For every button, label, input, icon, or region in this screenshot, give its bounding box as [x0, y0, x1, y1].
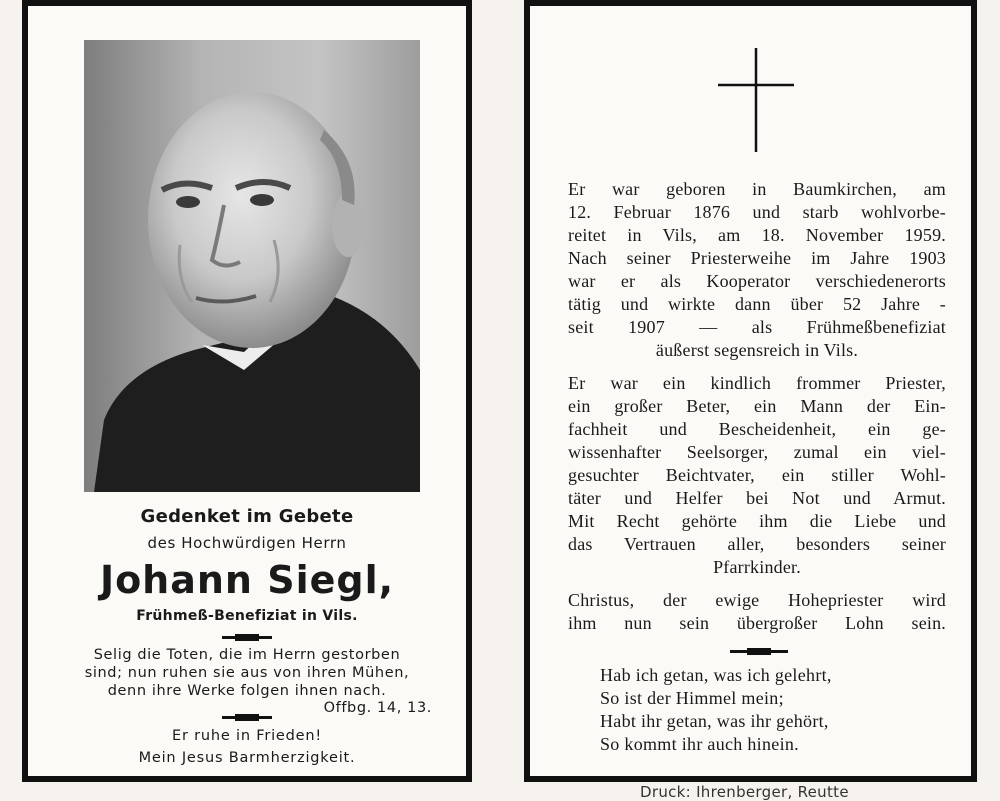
- text-line: gesuchter Beichtvater, ein stiller Wohl-: [568, 465, 946, 485]
- role-line: Frühmeß-Benefiziat in Vils.: [136, 608, 358, 624]
- ornamental-divider: [222, 716, 272, 719]
- closing-paragraph: [568, 589, 946, 635]
- poem-line: So ist der Himmel mein;: [600, 688, 784, 708]
- text-line: täter und Helfer bei Not und Armut.: [568, 488, 946, 508]
- text-line: ihm nun sein übergroßer Lohn sein.: [568, 613, 946, 633]
- text-line: Nach seiner Priesterweihe im Jahre 1903: [568, 248, 946, 268]
- text-line: wissenhafter Seelsorger, zumal ein viel-: [568, 442, 946, 462]
- text-line: seit 1907 — als Frühmeßbenefiziat: [568, 317, 946, 337]
- text-line: ein großer Beter, ein Mann der Ein-: [568, 396, 946, 416]
- text-line: reitet in Vils, am 18. November 1959.: [568, 225, 946, 245]
- text-line: äußerst segensreich in Vils.: [655, 340, 859, 360]
- verse-line: sind; nun ruhen sie aus von ihren Mühen,: [84, 665, 410, 681]
- text-line: Er war geboren in Baumkirchen, am: [568, 179, 946, 199]
- character-paragraph: [568, 372, 946, 579]
- text-line: Pfarrkinder.: [713, 557, 801, 577]
- left-memorial-card: [22, 0, 472, 782]
- ornamental-divider: [730, 650, 788, 653]
- text-line: Mit Recht gehörte ihm die Liebe und: [568, 511, 946, 531]
- printer-imprint: Druck: Ihrenberger, Reutte: [640, 783, 849, 801]
- portrait-photo: [84, 40, 420, 492]
- verse-line: Selig die Toten, die im Herrn gestorben: [93, 647, 401, 663]
- poem-line: So kommt ihr auch hinein.: [600, 734, 799, 754]
- poem-line: Hab ich getan, was ich gelehrt,: [600, 665, 832, 685]
- text-line: Er war ein kindlich frommer Priester,: [568, 373, 946, 393]
- ornamental-divider: [222, 636, 272, 639]
- verse-reference: Offbg. 14, 13.: [323, 700, 432, 716]
- text-line: fachheit und Bescheidenheit, ein ge-: [568, 419, 946, 439]
- text-line: das Vertrauen aller, besonders seiner: [568, 534, 946, 554]
- verse-line: denn ihre Werke folgen ihnen nach.: [107, 683, 387, 699]
- remember-heading: Gedenket im Gebete: [140, 506, 354, 527]
- text-line: war er als Kooperator verschiedenerorts: [568, 271, 946, 291]
- deceased-name: Johann Siegl,: [99, 558, 395, 602]
- poem-line: Habt ihr getan, was ihr gehört,: [600, 711, 829, 731]
- cross-icon: [718, 48, 794, 152]
- mercy-line: Mein Jesus Barmherzigkeit.: [138, 750, 356, 766]
- text-line: tätig und wirkte dann über 52 Jahre -: [568, 294, 946, 314]
- rest-in-peace-line: Er ruhe in Frieden!: [172, 728, 322, 744]
- biography-paragraph: [568, 178, 946, 362]
- right-memorial-card: [524, 0, 977, 782]
- honorific-line: des Hochwürdigen Herrn: [147, 534, 347, 552]
- closing-poem: [600, 664, 940, 756]
- text-line: Christus, der ewige Hohepriester wird: [568, 590, 946, 610]
- text-line: 12. Februar 1876 und starb wohlvorbe-: [568, 202, 946, 222]
